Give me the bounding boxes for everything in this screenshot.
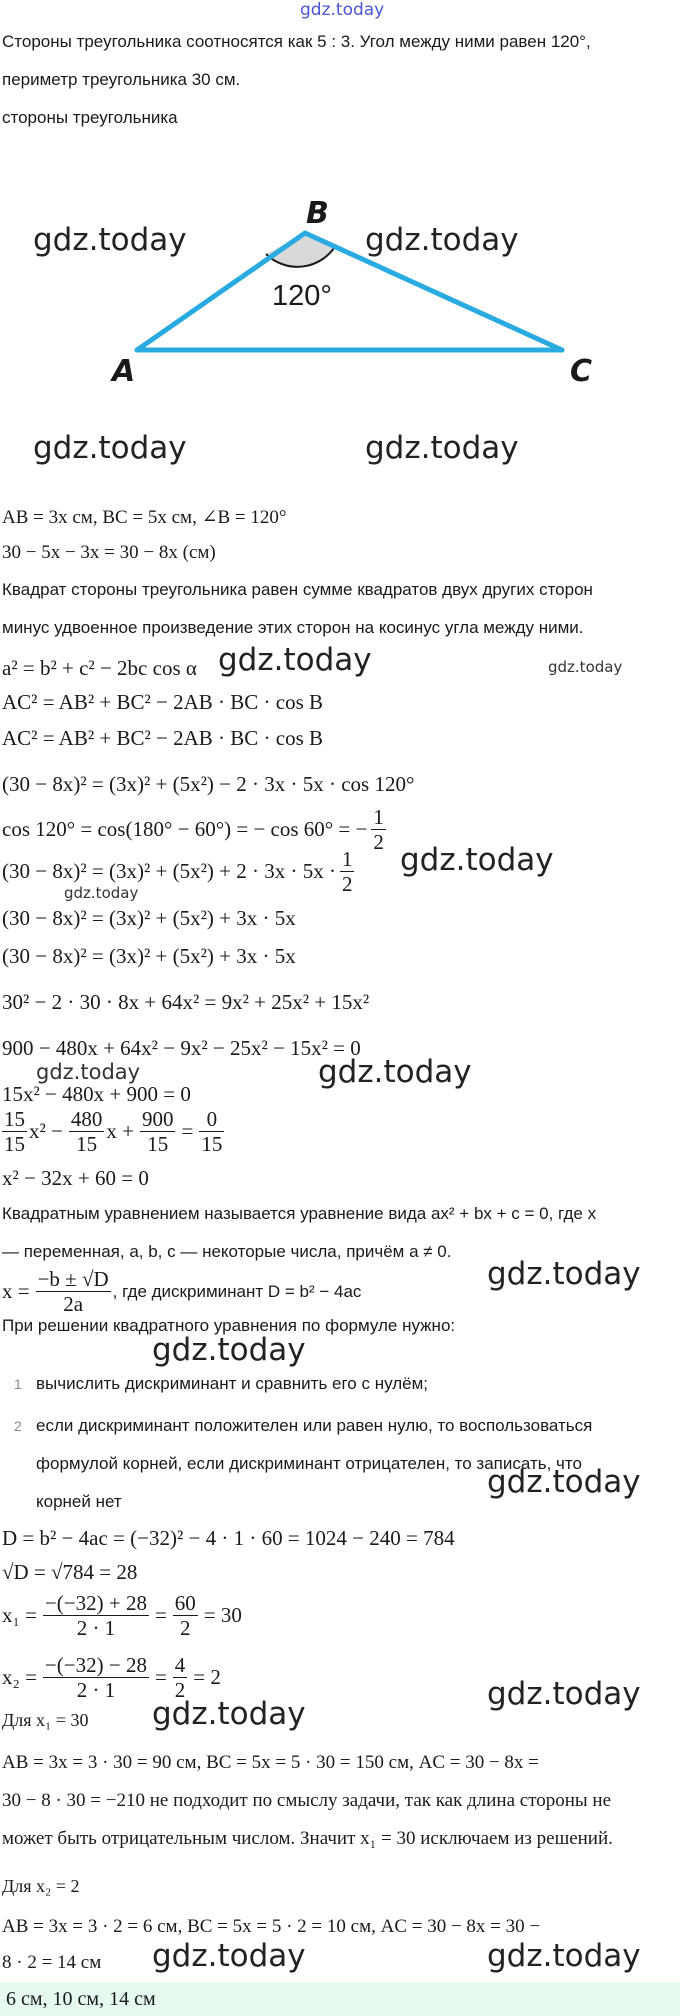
watermark: gdz.today bbox=[64, 884, 139, 902]
step-number: 1 bbox=[14, 1376, 22, 1392]
root-x1 bbox=[2, 1592, 242, 1639]
fraction bbox=[2, 1108, 27, 1155]
root-x2 bbox=[2, 1654, 221, 1701]
watermark: gdz.today bbox=[487, 1464, 641, 1500]
theory-line-1: Квадрат стороны треугольника равен сумме квадратов двух других сторон bbox=[2, 580, 593, 599]
vertex-c-label: C bbox=[570, 354, 593, 389]
quadratic-equation: 15x² − 480x + 900 = 0 bbox=[2, 1082, 191, 1106]
step-1: вычислить дискриминант и сравнить его с нулём; bbox=[36, 1374, 429, 1393]
watermark: gdz.today bbox=[152, 1332, 306, 1368]
discriminant-root: √D = √784 = 28 bbox=[2, 1560, 138, 1584]
fraction bbox=[173, 1654, 188, 1701]
fraction bbox=[173, 1592, 198, 1639]
fraction-numerator: 0 bbox=[199, 1108, 224, 1132]
fraction-numerator: 900 bbox=[141, 1107, 174, 1131]
equation-moved: 900 − 480x + 64x² − 9x² − 25x² − 15x² = 0 bbox=[2, 1036, 361, 1060]
equation-divided-part: x² − bbox=[29, 1119, 63, 1144]
fraction-numerator: 60 bbox=[174, 1591, 196, 1615]
cosine-law: a² = b² + c² − 2bc cos α bbox=[2, 656, 197, 680]
fraction-denominator: 15 bbox=[201, 1132, 223, 1157]
equation-divided bbox=[2, 1108, 224, 1155]
fraction-one-half bbox=[340, 848, 355, 895]
case-x1-line-3: может быть отрицательным числом. Значит x₁ = 30 исключаем из решений. bbox=[2, 1828, 613, 1849]
fraction bbox=[140, 1108, 176, 1155]
cos-120-left: cos 120° = cos(180° − 60°) = − cos 60° = − bbox=[2, 817, 368, 842]
watermark: gdz.today bbox=[400, 842, 554, 878]
fraction-numerator: 4 bbox=[174, 1653, 186, 1677]
case-x1-line-2: 30 − 8 · 30 = −210 не подходит по смыслу задачи, так как длина стороны не bbox=[2, 1790, 612, 1811]
case-x1-line-1: AB = 3x = 3 · 30 = 90 см, BC = 5x = 5 · 30 = 150 см, AC = 30 − 8x = bbox=[2, 1752, 539, 1773]
discriminant-calc: D = b² − 4ac = (−32)² − 4 · 1 · 60 = 1024 − 240 = 784 bbox=[2, 1526, 455, 1550]
fraction-numerator: 1 bbox=[341, 847, 353, 871]
quadratic-definition-1: Квадратным уравнением называется уравнение вида ax² + bx + c = 0, где x bbox=[2, 1204, 597, 1223]
vertex-a-label: A bbox=[112, 354, 136, 389]
case-x2-heading: Для x₂ = 2 bbox=[2, 1876, 80, 1896]
fraction bbox=[69, 1108, 105, 1155]
equals-sign: = bbox=[154, 1665, 167, 1690]
cosine-law-ac: AC² = AB² + BC² − 2AB · BC · cos B bbox=[2, 690, 324, 714]
equation-divided-part: = bbox=[181, 1119, 194, 1144]
problem-line-2: периметр треугольника 30 см. bbox=[2, 70, 241, 89]
equation-simplified: (30 − 8x)² = (3x)² + (5x²) + 3x · 5x bbox=[2, 906, 296, 930]
fraction-one-half bbox=[371, 806, 386, 853]
vertex-b-label: B bbox=[306, 196, 329, 231]
watermark: gdz.today bbox=[318, 1054, 472, 1090]
fraction-numerator: 1 bbox=[373, 805, 384, 829]
equation-with-half-left: (30 − 8x)² = (3x)² + (5x²) + 2 · 3x · 5x · bbox=[2, 859, 336, 884]
watermark: gdz.today bbox=[365, 430, 519, 466]
angle-label: 120° bbox=[272, 280, 332, 312]
watermark: gdz.today bbox=[548, 658, 623, 676]
problem-line-1: Стороны треугольника соотносятся как 5 : 3. Угол между ними равен 120°, bbox=[2, 32, 591, 51]
fraction-denominator: 15 bbox=[76, 1132, 98, 1157]
given-sides: AB = 3x см, BC = 5x см, ∠B = 120° bbox=[2, 507, 287, 528]
fraction-denominator: 2 bbox=[174, 1678, 186, 1703]
watermark: gdz.today bbox=[36, 1060, 141, 1084]
root-x1-left: x₁ = bbox=[2, 1603, 37, 1628]
equation-simplified-repeat: (30 − 8x)² = (3x)² + (5x²) + 3x · 5x bbox=[2, 944, 296, 968]
watermark: gdz.today bbox=[487, 1676, 641, 1712]
root-x2-value: = 2 bbox=[193, 1665, 221, 1690]
watermark: gdz.today bbox=[487, 1938, 641, 1974]
reduced-quadratic: x² − 32x + 60 = 0 bbox=[2, 1166, 149, 1190]
step-2-line-1: если дискриминант положителен или равен нулю, то воспользоваться bbox=[36, 1416, 593, 1435]
fraction bbox=[199, 1108, 224, 1155]
fraction-numerator: −b ± √D bbox=[37, 1267, 109, 1291]
step-2-line-3: корней нет bbox=[36, 1492, 122, 1511]
fraction-denominator: 15 bbox=[4, 1132, 25, 1157]
equals-sign: = bbox=[154, 1603, 167, 1628]
problem-line-3: стороны треугольника bbox=[2, 108, 178, 127]
watermark: gdz.today bbox=[218, 642, 372, 678]
fraction-denominator: 15 bbox=[147, 1132, 169, 1157]
fraction bbox=[43, 1654, 149, 1701]
cos-120-value bbox=[2, 806, 386, 853]
fraction-numerator: 15 bbox=[4, 1107, 25, 1131]
root-x1-value: = 30 bbox=[203, 1603, 242, 1628]
theory-line-2: минус удвоенное произведение этих сторон на косинус угла между ними. bbox=[2, 618, 584, 637]
watermark: gdz.today bbox=[152, 1938, 306, 1974]
fraction-denominator: 2a bbox=[63, 1292, 84, 1317]
answer-bar bbox=[0, 1982, 680, 2016]
top-watermark: gdz.today bbox=[300, 0, 385, 20]
watermark: gdz.today bbox=[33, 222, 187, 258]
step-number: 2 bbox=[14, 1418, 22, 1434]
quadratic-root-formula bbox=[2, 1268, 361, 1315]
fraction-numerator: 480 bbox=[70, 1107, 103, 1131]
equation-divided-part: x + bbox=[106, 1119, 134, 1144]
step-2-line-2: формулой корней, если дискриминант отрицателен, то записать, что bbox=[36, 1454, 582, 1473]
fraction-denominator: 2 bbox=[373, 830, 384, 855]
case-x1-heading: Для x₁ = 30 bbox=[2, 1710, 89, 1730]
watermark: gdz.today bbox=[33, 430, 187, 466]
fraction-denominator: 2 bbox=[341, 872, 353, 897]
watermark: gdz.today bbox=[152, 1696, 306, 1732]
root-fraction bbox=[36, 1268, 111, 1315]
case-x2-line-1: AB = 3x = 3 · 2 = 6 см, BC = 5x = 5 · 2 = 10 см, AC = 30 − 8x = 30 − bbox=[2, 1916, 541, 1937]
answer-text: 6 см, 10 см, 14 см bbox=[6, 1988, 156, 2010]
equation-expanded: 30² − 2 · 30 · 8x + 64x² = 9x² + 25x² + 15x² bbox=[2, 990, 370, 1014]
fraction-numerator: −(−32) − 28 bbox=[44, 1653, 147, 1677]
fraction-denominator: 2 · 1 bbox=[76, 1678, 116, 1703]
fraction-numerator: −(−32) + 28 bbox=[44, 1591, 147, 1615]
quadratic-definition-2: — переменная, a, b, c — некоторые числа, причём a ≠ 0. bbox=[2, 1242, 452, 1261]
cosine-law-ac-repeat: AC² = AB² + BC² − 2AB · BC · cos B bbox=[2, 726, 324, 750]
third-side: 30 − 5x − 3x = 30 − 8x (см) bbox=[2, 542, 216, 563]
case-x2-line-2: 8 · 2 = 14 см bbox=[2, 1952, 102, 1973]
watermark: gdz.today bbox=[365, 222, 519, 258]
fraction bbox=[43, 1592, 149, 1639]
root-x2-left: x₂ = bbox=[2, 1665, 37, 1690]
steps-intro: При решении квадратного уравнения по формуле нужно: bbox=[2, 1316, 456, 1335]
equation-with-half bbox=[2, 848, 354, 895]
fraction-denominator: 2 · 1 bbox=[76, 1616, 116, 1641]
root-formula-left: x = bbox=[2, 1279, 30, 1304]
equation-substituted: (30 − 8x)² = (3x)² + (5x²) − 2 · 3x · 5x · cos 120° bbox=[2, 772, 415, 796]
discriminant-formula: , где дискриминант D = b² − 4ac bbox=[112, 1281, 362, 1301]
fraction-denominator: 2 bbox=[180, 1616, 191, 1641]
watermark: gdz.today bbox=[487, 1256, 641, 1292]
